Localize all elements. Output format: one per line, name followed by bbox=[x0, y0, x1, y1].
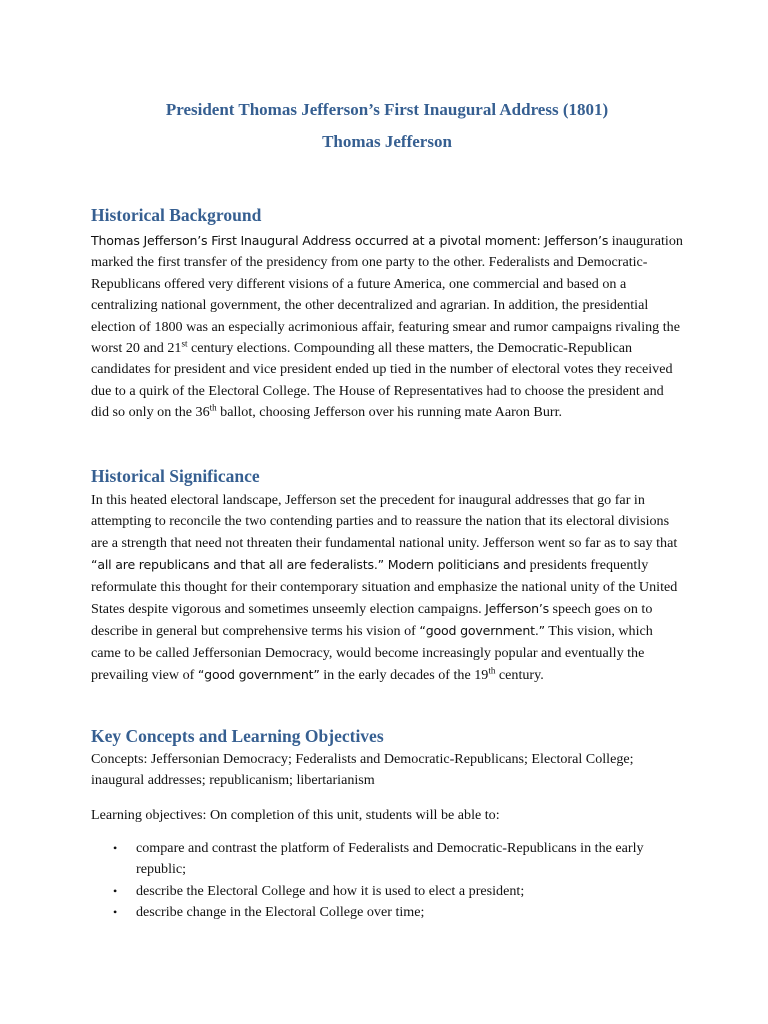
significance-quote-federalists: “all are republicans and that all are federalists.” Modern politicians and bbox=[91, 557, 527, 573]
section-heading-historical-background: Historical Background bbox=[91, 205, 262, 225]
background-text-part-c: century elections. Compounding all these matters, the Democratic-Republican candidates for president and vice president ended up tied in the number of electoral votes they received due to a quirk of the Electoral College. The House of Representatives had to choose the president and did so only on the 36 bbox=[91, 340, 673, 421]
background-text-part-a: Thomas Jefferson’s First Inaugural Address occurred at a pivotal moment: Jefferson’s bbox=[91, 233, 609, 248]
significance-text-part-c: speech goes on to describe in general but comprehensive terms his vision of bbox=[91, 601, 653, 640]
list-item-text: compare and contrast the platform of Federalists and Democratic-Republicans in the early republic; bbox=[136, 840, 644, 878]
list-item bbox=[91, 881, 683, 902]
bullet-icon: • bbox=[113, 905, 118, 920]
background-superscript-th: th bbox=[209, 402, 217, 413]
significance-text-part-f: century. bbox=[495, 667, 544, 684]
learning-objectives-list bbox=[91, 838, 683, 924]
significance-text-part-e: in the early decades of the 19 bbox=[319, 667, 489, 684]
section-heading-historical-significance: Historical Significance bbox=[91, 466, 260, 486]
paragraph-historical-background bbox=[91, 230, 683, 424]
background-text-part-d: ballot, choosing Jefferson over his running mate Aaron Burr. bbox=[216, 404, 563, 421]
list-item bbox=[91, 902, 683, 923]
significance-text-part-d: This vision, which came to be called Jeffersonian Democracy, would become increasingly popular and eventually the prevailing view of bbox=[91, 623, 653, 684]
background-superscript-st: st bbox=[181, 338, 188, 349]
bullet-icon: • bbox=[113, 841, 118, 855]
significance-text-part-a: In this heated electoral landscape, Jefferson set the precedent for inaugural addresses that go far in attempting to reconcile the two contending parties and to reassure the nation that its electoral divisions are a strength that need not threaten their fundamental national unity. Jefferson went so far as to say that bbox=[91, 492, 678, 551]
list-item-text: describe the Electoral College and how it is used to elect a president; bbox=[136, 882, 525, 899]
bullet-icon: • bbox=[113, 883, 118, 898]
list-item-text: describe change in the Electoral College over time; bbox=[136, 904, 425, 921]
section-heading-key-concepts: Key Concepts and Learning Objectives bbox=[91, 726, 384, 746]
significance-quote-good-government-1: “good government.” bbox=[419, 623, 546, 639]
significance-jeffersons: Jefferson’s bbox=[485, 601, 550, 617]
paragraph-learning-objectives-intro: Learning objectives: On completion of this unit, students will be able to: bbox=[91, 807, 500, 823]
document-author: Thomas Jefferson bbox=[322, 132, 452, 151]
document-title: President Thomas Jefferson’s First Inaugural Address (1801) bbox=[165, 100, 609, 119]
list-item bbox=[91, 838, 683, 881]
significance-text-part-b: presidents frequently reformulate this thought for their contemporary situation and emphasize the national unity of the United States despite vigorous and sometimes unseemly election campaigns. bbox=[91, 557, 678, 618]
paragraph-historical-significance bbox=[91, 490, 683, 687]
significance-superscript-th: th bbox=[488, 665, 496, 676]
paragraph-concepts: Concepts: Jeffersonian Democracy; Federalists and Democratic-Republicans; Electoral College; inaugural addresses; republicanism; libertarianism bbox=[91, 751, 634, 789]
significance-quote-good-government-2: “good government” bbox=[197, 667, 320, 683]
background-text-part-b: inauguration marked the first transfer of the presidency from one party to the other. Federalists and Democratic-Republicans offered very different visions of a future America, one commercial and based on a centralizing national government, the other decentralized and agrarian. In addition, the presidential election of 1800 was an especially acrimonious affair, featuring smear and rumor campaigns rivaling the worst 20 and 21 bbox=[91, 233, 683, 357]
